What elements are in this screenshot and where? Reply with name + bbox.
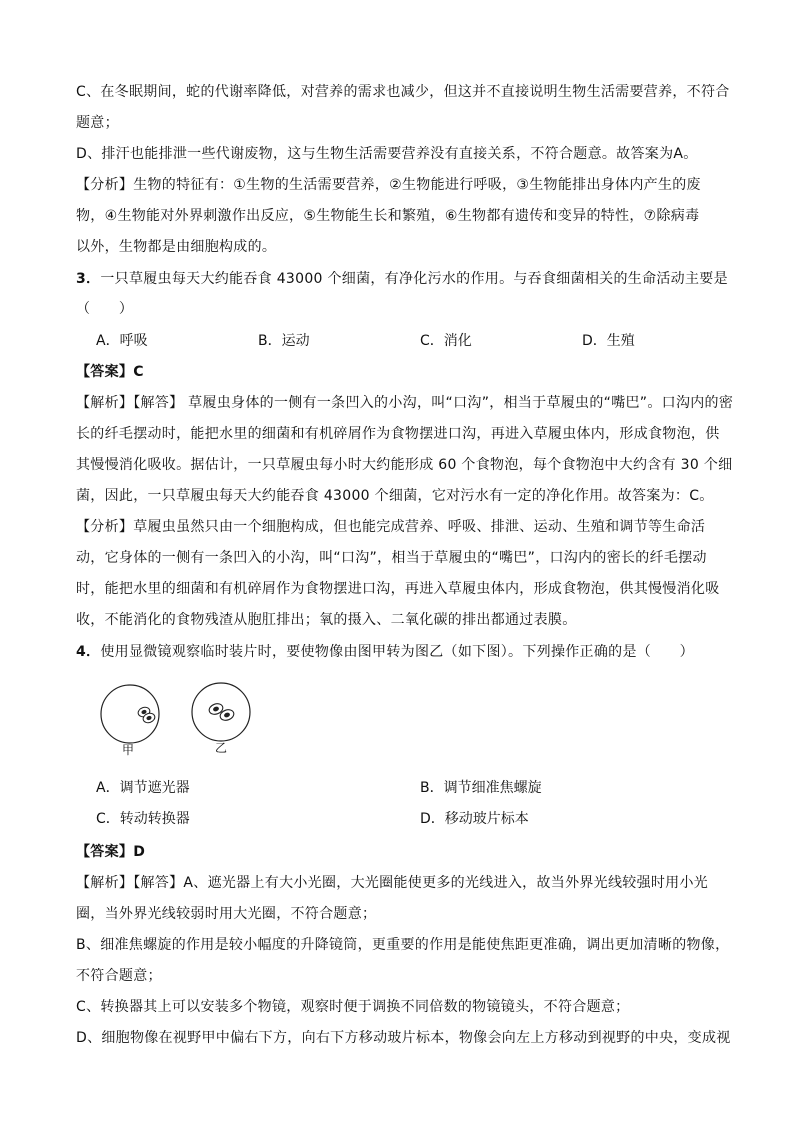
option-d: D．移动玻片标本 <box>420 811 529 827</box>
explain-line: 圈，当外界光线较弱时用大光圈，不符合题意； <box>76 906 377 922</box>
option-b: B．运动 <box>258 333 310 349</box>
option-a: A．调节遮光器 <box>96 780 190 796</box>
explain-line: 不符合题意； <box>76 968 162 984</box>
text-line: C、在冬眠期间，蛇的代谢率降低，对营养的需求也减少，但这并不直接说明生物生活需要营养，不符合 <box>76 84 730 100</box>
question-3-stem <box>76 269 754 289</box>
option-b: B．调节细准焦螺旋 <box>420 780 542 796</box>
analysis-line: 【分析】草履虫虽然只由一个细胞构成，但也能完成营养、呼吸、排泄、运动、生殖和调节等生命活 <box>76 519 706 535</box>
cells-yi <box>208 702 236 722</box>
answer-label: 【答案】 <box>76 364 134 380</box>
option-c: C．消化 <box>420 333 472 349</box>
explain-line: C、转换器其上可以安装多个物镜，观察时便于调换不同倍数的物镜镜头，不符合题意； <box>76 999 630 1015</box>
analysis-line: 收，不能消化的食物残渣从胞肛排出；氧的摄入、二氧化碳的排出都通过表膜。 <box>76 612 577 628</box>
analysis-line: 动，它身体的一侧有一条凹入的小沟，叫“口沟”，相当于草履虫的“嘴巴”，口沟内的密长的纤毛摆动 <box>76 550 707 566</box>
analysis-line: 时，能把水里的细菌和有机碎屑作为食物摆进口沟，再进入草履虫体内，形成食物泡，供其慢慢消化吸 <box>76 581 720 597</box>
option-a: A．呼吸 <box>96 333 148 349</box>
question-3-answer <box>76 362 754 382</box>
explain-line: B、细准焦螺旋的作用是较小幅度的升降镜筒，更重要的作用是能使焦距更准确，调出更加清晰的物像， <box>76 937 730 953</box>
analysis-line: 以外，生物都是由细胞构成的。 <box>76 239 277 255</box>
analysis-line: 【分析】生物的特征有：①生物的生活需要营养，②生物能进行呼吸，③生物能排出身体内产生的废 <box>76 177 701 193</box>
explain-line: 【解析】【解答】A、遮光器上有大小光圈，大光圈能使更多的光线进入，故当外界光线较强时用小光 <box>76 875 709 891</box>
analysis-line: 物，④生物能对外界刺激作出反应，⑤生物能生长和繁殖，⑥生物都有遗传和变异的特性，⑦除病毒 <box>76 208 700 224</box>
microscope-field-svg <box>98 682 268 762</box>
question-3-paren: （ ） <box>76 301 134 317</box>
cells-jia <box>137 706 156 725</box>
field-yi-label: 乙 <box>215 741 228 755</box>
question-number: 4． <box>76 644 101 660</box>
explain-line: 【解析】【解答】 草履虫身体的一侧有一条凹入的小沟，叫“口沟”，相当于草履虫的“嘴巴”。口沟内的密 <box>76 395 734 411</box>
answer-value: C <box>133 364 144 380</box>
question-text: 一只草履虫每天大约能吞食 43000 个细菌，有净化污水的作用。与吞食细菌相关的生命活动主要是 <box>100 271 728 287</box>
answer-value: D <box>133 844 146 860</box>
answer-label: 【答案】 <box>76 844 134 860</box>
option-d: D．生殖 <box>582 333 635 349</box>
question-4-answer <box>76 842 754 862</box>
explain-line: 其慢慢消化吸收。据估计，一只草履虫每小时大约能形成 60 个食物泡，每个食物泡中大约含有 30 个细 <box>76 457 733 473</box>
explain-line: 长的纤毛摆动时，能把水里的细菌和有机碎屑作为食物摆进口沟，再进入草履虫体内，形成食物泡，供 <box>76 426 720 442</box>
microscope-field-figure <box>98 682 268 762</box>
question-text: 使用显微镜观察临时装片时，要使物像由图甲转为图乙（如下图）。下列操作正确的是（ ） <box>100 644 694 660</box>
explain-line: D、细胞物像在视野甲中偏右下方，向右下方移动玻片标本，物像会向左上方移动到视野的中央，变成视 <box>76 1030 731 1046</box>
option-c: C．转动转换器 <box>96 811 190 827</box>
text-line: D、排汗也能排泄一些代谢废物，这与生物生活需要营养没有直接关系，不符合题意。故答案为A。 <box>76 146 698 162</box>
text-line: 题意； <box>76 115 119 131</box>
question-number: 3． <box>76 271 101 287</box>
explain-line: 菌，因此，一只草履虫每天大约能吞食 43000 个细菌，它对污水有一定的净化作用。故答案为：C。 <box>76 488 714 504</box>
field-jia-label: 甲 <box>122 743 135 757</box>
question-4-stem <box>76 642 754 662</box>
